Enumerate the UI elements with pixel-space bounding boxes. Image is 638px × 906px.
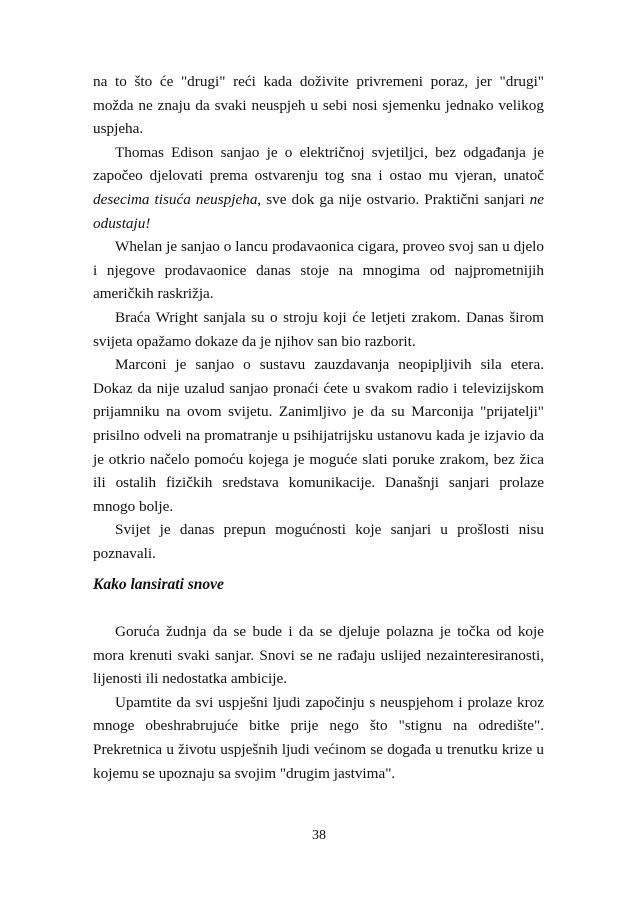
- paragraph-text: Thomas Edison sanjao je o električnoj svjetiljci, bez odgađanja je započeo djelovati prema ostvarenju tog sna i ostao mu vjeran, unatoč: [93, 143, 544, 185]
- paragraph: [93, 518, 544, 565]
- section-heading: Kako lansirati snove: [93, 576, 224, 593]
- page-number: 38: [312, 828, 326, 843]
- paragraph-text: Upamtite da svi uspješni ljudi započinju s neuspjehom i prolaze kroz mnoge obeshrabrujuće bitke prije nego što "stignu na odredište". Prekretnica u životu uspješnih ljudi većinom se događa u trenutku krize u kojemu se upoznaju sa svojim "drugim jastvima".: [93, 693, 544, 782]
- paragraph: [93, 691, 544, 785]
- paragraph-text: na to što će "drugi" reći kada doživite privremeni poraz, jer "drugi" možda ne znaju da svaki neuspjeh u sebi nosi sjemenku jednako velikog uspjeha.: [93, 73, 544, 138]
- paragraph-text: Goruća žudnja da se bude i da se djeluje polazna je točka od koje mora krenuti svaki sanjar. Snovi se ne rađaju uslijed nezainteresiranosti, lijenosti ili nedostatka ambicije.: [93, 623, 544, 688]
- paragraph-text: sve dok ga nije ostvario. Praktični sanjari: [261, 190, 530, 208]
- body-text-bottom: [93, 620, 544, 785]
- emphasis-text: ne odustaju!: [93, 190, 544, 232]
- paragraph: [93, 235, 544, 306]
- paragraph-text: Whelan je sanjao o lancu prodavaonica cigara, proveo svoj san u djelo i njegove prodavaonice danas stoje na mnogima od najprometnijih američkih raskrižja.: [93, 238, 544, 303]
- paragraph: [93, 620, 544, 691]
- paragraph: [93, 70, 544, 141]
- paragraph: [93, 141, 544, 235]
- paragraph-text: Braća Wright sanjala su o stroju koji će letjeti zrakom. Danas širom svijeta opažamo dokaze da je njihov san bio razborit.: [93, 308, 544, 350]
- paragraph: [93, 353, 544, 518]
- paragraph-text: Marconi je sanjao o sustavu zauzdavanja neopipljivih sila etera. Dokaz da nije uzalud sanjao pronaći ćete u svakom radio i televizijskom prijamniku na ovom svijetu. Zanimljivo je da su Marconija "prijatelji" prisilno odveli na promatranje u psihijatrijsku ustanovu kada je izjavio da je otkrio načelo pomoću kojega je moguće slati poruke zrakom, bez žica ili ostalih fizičkih sredstava komunikacije. Današnji sanjari prolaze mnogo bolje.: [93, 356, 544, 515]
- paragraph-text: Svijet je danas prepun mogućnosti koje sanjari u prošlosti nisu poznavali.: [93, 521, 544, 562]
- paragraph: [93, 306, 544, 353]
- emphasis-text: desecima tisuća neuspjeha,: [93, 190, 262, 208]
- body-text-top: [93, 70, 544, 565]
